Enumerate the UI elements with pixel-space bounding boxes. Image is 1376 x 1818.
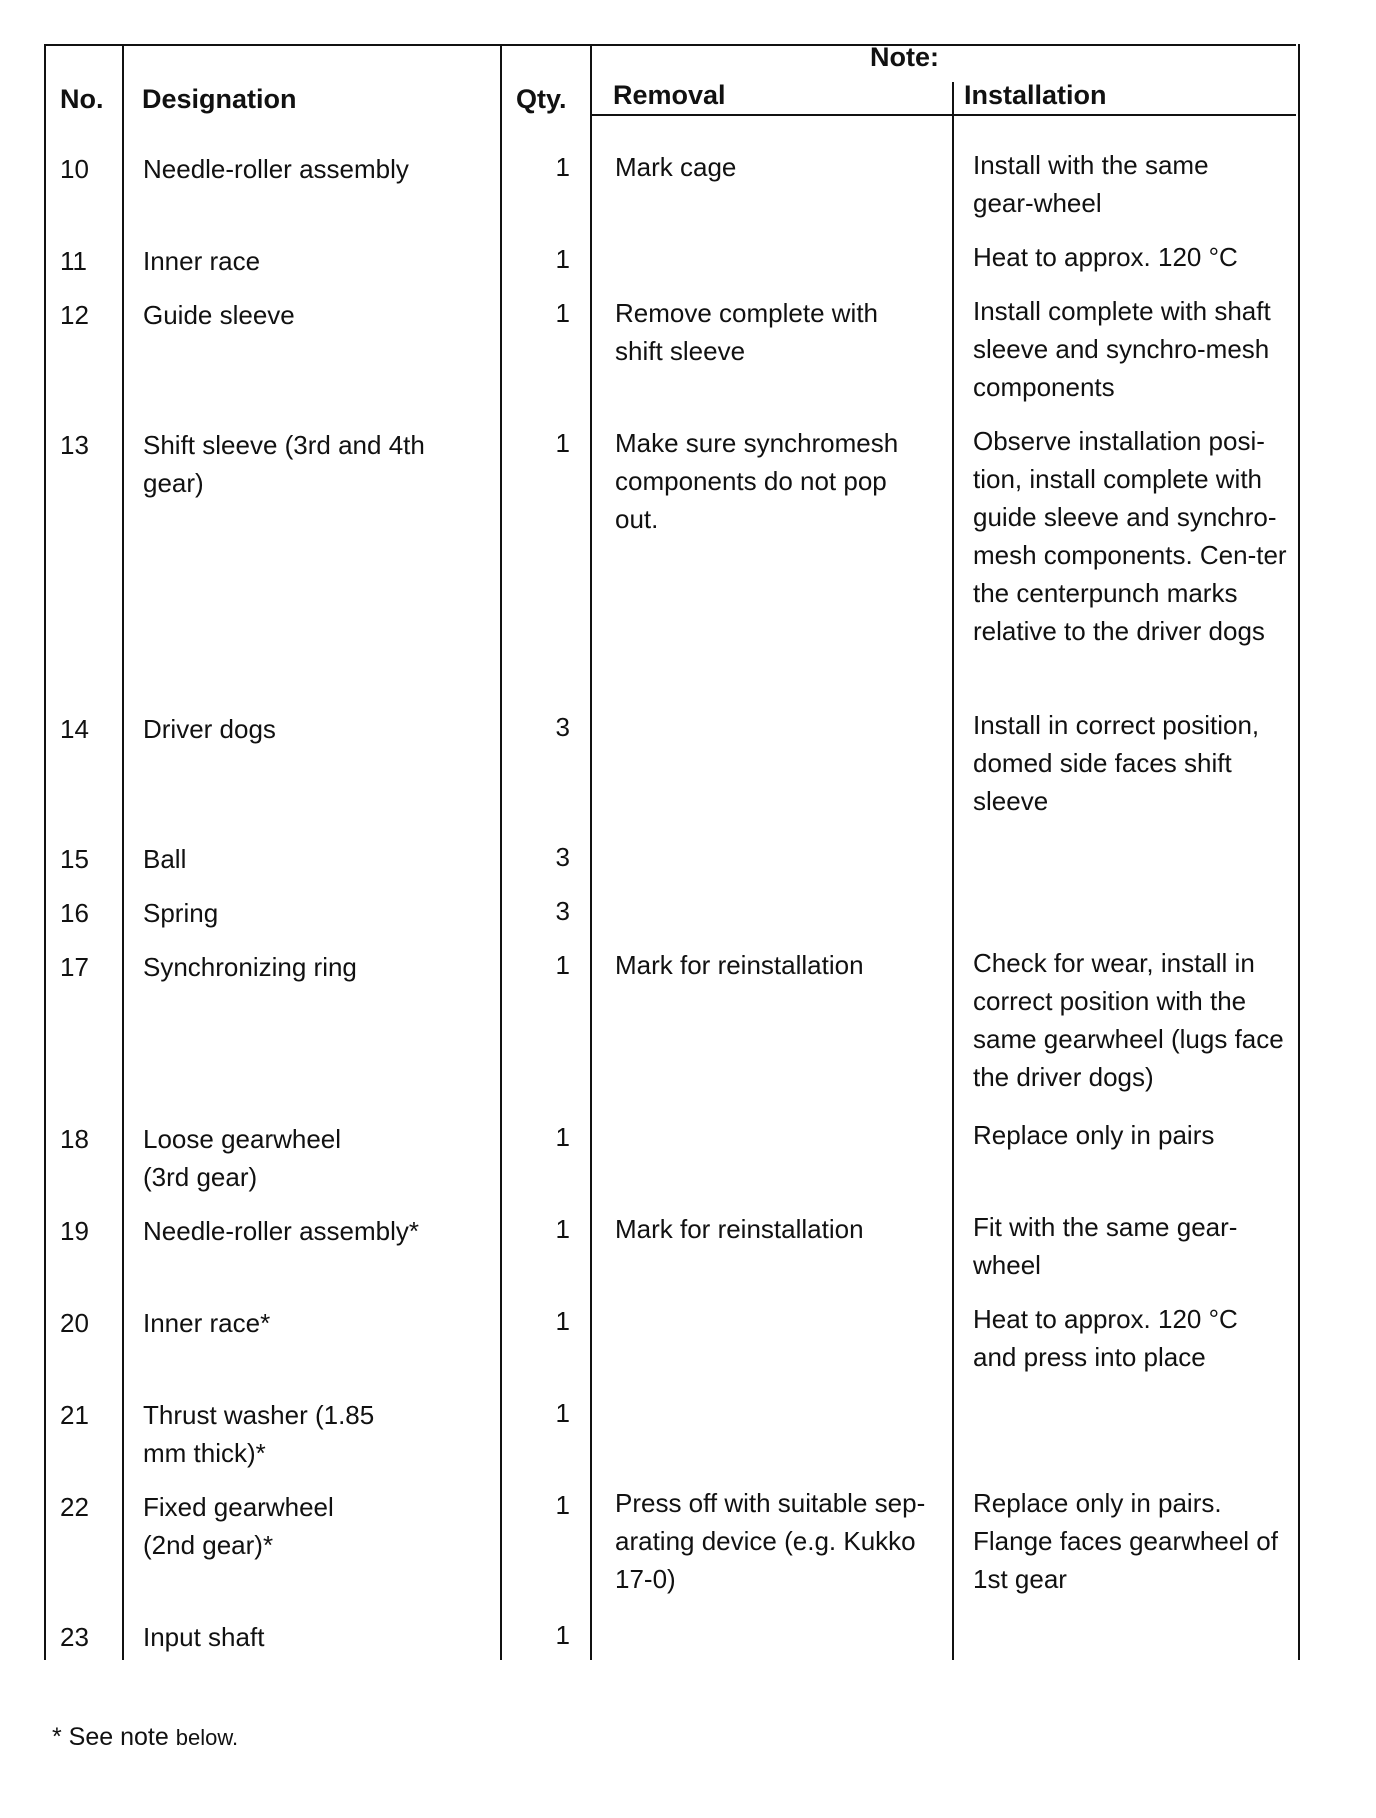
row-installation: Heat to approx. 120 °C and press into place: [973, 1304, 1238, 1372]
row-no: 23: [60, 1622, 89, 1652]
row-designation: Ball: [143, 844, 187, 874]
row-qty: 1: [555, 298, 570, 328]
row-installation: Install in correct position, domed side faces shift sleeve: [973, 710, 1260, 816]
row-qty: 1: [555, 1306, 570, 1336]
row-installation: Observe installation posi-tion, install complete with guide sleeve and synchro-mesh components. Cen-ter the centerpunch marks relative to the driver dogs: [973, 426, 1287, 646]
row-no: 19: [60, 1216, 89, 1246]
column-divider-left-edge: [44, 44, 46, 1660]
row-installation: Replace only in pairs. Flange faces gearwheel of 1st gear: [973, 1488, 1278, 1594]
row-removal: Remove complete with shift sleeve: [615, 298, 878, 366]
row-designation: Needle-roller assembly: [143, 154, 409, 184]
row-designation: Input shaft: [143, 1622, 265, 1652]
row-designation: Guide sleeve: [143, 300, 295, 330]
row-no: 11: [60, 246, 87, 276]
row-designation: Inner race*: [143, 1308, 271, 1338]
row-designation: Shift sleeve (3rd and 4th gear): [143, 430, 425, 498]
row-designation: Inner race: [143, 246, 261, 276]
header-removal: Removal: [613, 80, 726, 110]
column-divider-no: [122, 44, 124, 1660]
row-no: 14: [60, 714, 89, 744]
row-removal: Press off with suitable sep-arating device (e.g. Kukko 17-0): [615, 1488, 926, 1594]
footnote-small: below.: [175, 1725, 239, 1750]
row-no: 12: [60, 300, 89, 330]
row-qty: 1: [555, 152, 570, 182]
row-removal: Mark cage: [615, 152, 737, 182]
footnote: [52, 1723, 238, 1752]
row-qty: 3: [555, 842, 570, 872]
row-designation: Driver dogs: [143, 714, 276, 744]
header-qty: Qty.: [516, 84, 567, 114]
column-divider-designation: [500, 44, 502, 1660]
row-no: 13: [60, 430, 89, 460]
row-designation: Loose gearwheel (3rd gear): [143, 1124, 342, 1192]
row-installation: Install with the same gear-wheel: [973, 150, 1209, 218]
row-installation: Check for wear, install in correct position with the same gearwheel (lugs face the driver dogs): [973, 948, 1284, 1092]
row-qty: 3: [555, 896, 570, 926]
header-no: No.: [60, 84, 104, 114]
row-installation: Install complete with shaft sleeve and synchro-mesh components: [973, 296, 1271, 402]
row-no: 22: [60, 1492, 89, 1522]
table-top-rule: [44, 44, 1296, 46]
header-note: Note:: [870, 42, 939, 72]
row-qty: 1: [555, 1122, 570, 1152]
row-removal: Mark for reinstallation: [615, 950, 864, 980]
row-qty: 1: [555, 244, 570, 274]
row-designation: Thrust washer (1.85 mm thick)*: [143, 1400, 375, 1468]
row-designation: Fixed gearwheel (2nd gear)*: [143, 1492, 334, 1560]
row-installation: Fit with the same gear-wheel: [973, 1212, 1238, 1280]
header-designation: Designation: [142, 84, 297, 114]
row-designation: Synchronizing ring: [143, 952, 357, 982]
row-no: 18: [60, 1124, 89, 1154]
column-divider-qty: [590, 44, 592, 1660]
column-divider-right-edge: [1298, 44, 1300, 1660]
row-qty: 1: [555, 1620, 570, 1650]
row-qty: 1: [555, 950, 570, 980]
row-installation: Replace only in pairs: [973, 1120, 1215, 1150]
row-no: 10: [60, 154, 89, 184]
row-qty: 3: [555, 712, 570, 742]
note-header-rule: [590, 114, 1296, 116]
row-installation: Heat to approx. 120 °C: [973, 242, 1238, 272]
row-designation: Needle-roller assembly*: [143, 1216, 419, 1246]
row-no: 15: [60, 844, 89, 874]
row-qty: 1: [555, 428, 570, 458]
row-qty: 1: [555, 1214, 570, 1244]
row-removal: Mark for reinstallation: [615, 1214, 864, 1244]
header-installation: Installation: [964, 80, 1107, 110]
row-removal: Make sure synchromesh components do not pop out.: [615, 428, 899, 534]
row-no: 21: [60, 1400, 89, 1430]
row-no: 17: [60, 952, 89, 982]
column-divider-removal: [952, 82, 954, 1660]
row-qty: 1: [555, 1490, 570, 1520]
row-designation: Spring: [143, 898, 219, 928]
row-qty: 1: [555, 1398, 570, 1428]
row-no: 16: [60, 898, 89, 928]
footnote-main: * See note: [52, 1723, 169, 1751]
row-no: 20: [60, 1308, 89, 1338]
